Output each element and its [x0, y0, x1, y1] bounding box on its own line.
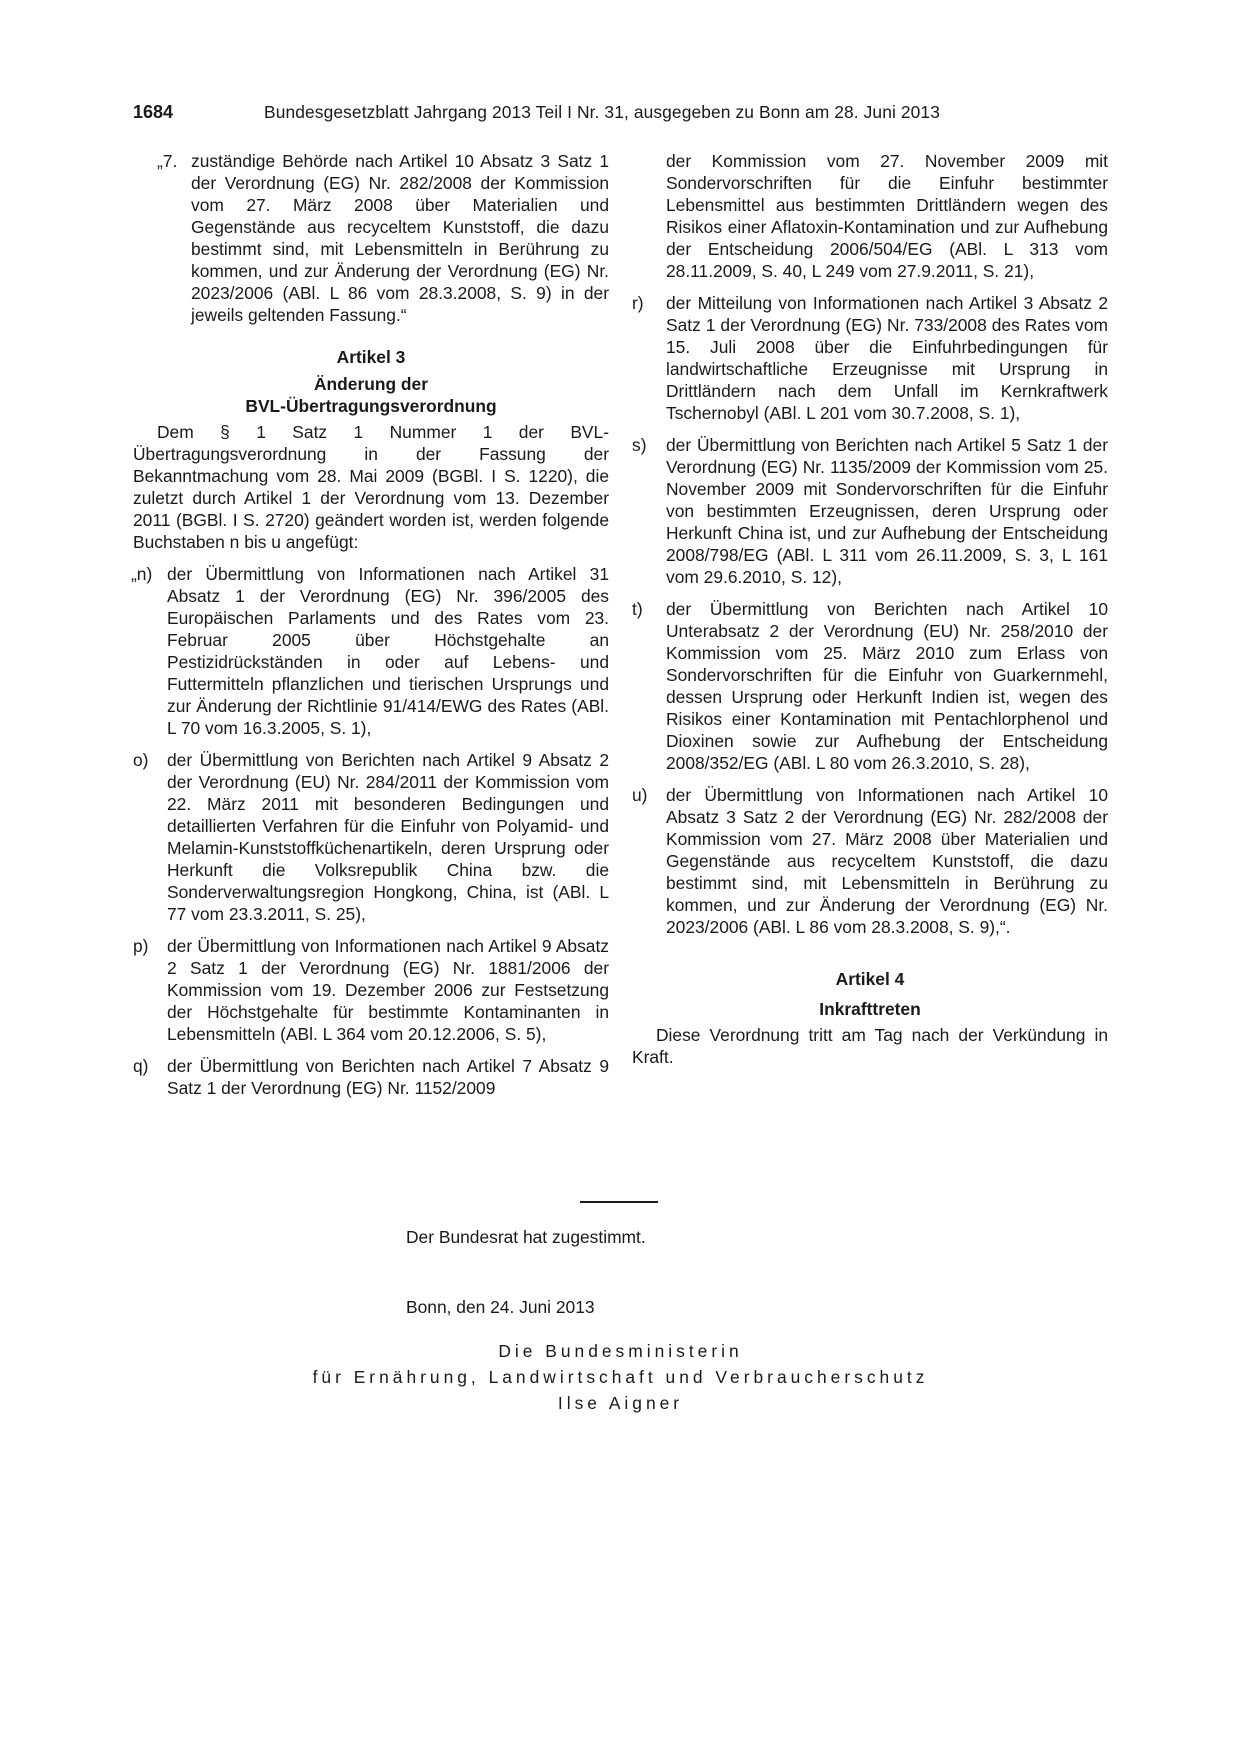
- item-label: o): [133, 750, 149, 770]
- item-text: der Mitteilung von Informationen nach Artikel 3 Absatz 2 Satz 1 der Verordnung (EG) Nr. 733/2008 des Rates vom 15. Juli 2008 über die Einfuhrbedingungen für landwirtschaftliche Erzeugnisse mit Ursprung in Drittländern nach dem Unfall im Kernkraftwerk Tschernobyl (ABl. L 201 vom 30.7.2008, S. 1),: [666, 293, 1108, 423]
- page-number: 1684: [133, 102, 174, 122]
- item-label: u): [632, 785, 648, 805]
- left-column: [133, 150, 609, 1109]
- item-q-continuation: der Kommission vom 27. November 2009 mit Sondervorschriften für die Einfuhr bestimmter Lebensmittel aus bestimmten Drittländern wegen des Risikos einer Aflatoxin-Kontamination und zur Aufhebung der Entscheidung 2006/504/EG (ABl. L 313 vom 28.11.2009, S. 40, L 249 vom 27.9.2011, S. 21),: [666, 151, 1108, 281]
- bundesrat-consent: Der Bundesrat hat zugestimmt.: [406, 1227, 646, 1247]
- item-text: der Übermittlung von Berichten nach Artikel 7 Absatz 9 Satz 1 der Verordnung (EG) Nr. 1152/2009: [167, 1056, 609, 1098]
- list-item-n: [133, 563, 609, 739]
- item-text: der Übermittlung von Informationen nach Artikel 10 Absatz 3 Satz 2 der Verordnung (EG) Nr. 282/2008 der Kommission vom 27. März 2008 über Materialien und Gegenstände aus recyceltem Kunststoff, die dazu bestimmt sind, mit Lebensmitteln in Berührung zu kommen, und zur Änderung der Verordnung (EG) Nr. 2023/2006 (ABl. L 86 vom 28.3.2008, S. 9),“.: [666, 785, 1108, 937]
- signature-name: Ilse Aigner: [557, 1393, 684, 1413]
- article-4-heading: Artikel 4: [835, 969, 905, 989]
- list-item-7: [133, 150, 609, 326]
- right-column: [632, 150, 1108, 1068]
- list-item-s: [632, 434, 1108, 588]
- item-text: der Übermittlung von Informationen nach Artikel 31 Absatz 1 der Verordnung (EG) Nr. 396/2005 des Europäischen Parlaments und des Rates vom 23. Februar 2005 über Höchstgehalte an Pestizidrückständen in oder auf Lebens- und Futtermitteln pflanzlichen und tierischen Ursprungs und zur Änderung der Richtlinie 91/414/EWG des Rates (ABl. L 70 vom 16.3.2005, S. 1),: [167, 564, 609, 738]
- signature-title: Die Bundesministerin: [498, 1341, 743, 1361]
- article-4-text: Diese Verordnung tritt am Tag nach der Verkündung in Kraft.: [632, 1025, 1108, 1067]
- item-text: der Übermittlung von Berichten nach Artikel 9 Absatz 2 der Verordnung (EU) Nr. 284/2011 der Kommission vom 22. März 2011 mit besonderen Bedingungen und detaillierten Verfahren für die Einfuhr von Polyamid- und Melamin-Kunststoffküchenartikeln, deren Ursprung oder Herkunft die Volksrepublik China bzw. die Sonderverwaltungsregion Hongkong, China, ist (ABl. L 77 vom 23.3.2011, S. 25),: [167, 750, 609, 924]
- item-label: s): [632, 435, 647, 455]
- list-item-p: [133, 935, 609, 1045]
- article-3-title-line2: BVL-Übertragungsverordnung: [245, 396, 497, 416]
- list-item-u: [632, 784, 1108, 938]
- article-3-intro: Dem § 1 Satz 1 Nummer 1 der BVL-Übertragungsverordnung in der Fassung der Bekanntmachung vom 28. Mai 2009 (BGBl. I S. 1220), die zuletzt durch Artikel 1 der Verordnung vom 13. Dezember 2011 (BGBl. I S. 2720) geändert worden ist, werden folgende Buchstaben n bis u angefügt:: [133, 422, 609, 552]
- item-text: der Übermittlung von Informationen nach Artikel 9 Absatz 2 Satz 1 der Verordnung (EG) Nr. 1881/2006 der Kommission vom 19. Dezember 2006 zur Festsetzung der Höchstgehalte für bestimmte Kontaminanten in Lebensmitteln (ABl. L 364 vom 20.12.2006, S. 5),: [167, 936, 609, 1044]
- item-label: „7.: [157, 151, 178, 171]
- article-3-heading: Artikel 3: [336, 347, 406, 367]
- item-label: t): [632, 599, 643, 619]
- item-text: zuständige Behörde nach Artikel 10 Absatz 3 Satz 1 der Verordnung (EG) Nr. 282/2008 der Kommission vom 27. März 2008 über Materialien und Gegenstände aus recyceltem Kunststoff, die dazu bestimmt sind, mit Lebensmitteln in Berührung zu kommen, und zur Änderung der Verordnung (EG) Nr. 2023/2006 (ABl. L 86 vom 28.3.2008, S. 9) in der jeweils geltenden Fassung.“: [191, 151, 609, 325]
- list-item-o: [133, 749, 609, 925]
- place-date: Bonn, den 24. Juni 2013: [406, 1297, 595, 1317]
- item-label: p): [133, 936, 149, 956]
- gazette-title: Bundesgesetzblatt Jahrgang 2013 Teil I Nr. 31, ausgegeben zu Bonn am 28. Juni 2013: [264, 102, 940, 122]
- item-label: „n): [131, 564, 153, 584]
- list-item-t: [632, 598, 1108, 774]
- item-text: der Übermittlung von Berichten nach Artikel 5 Satz 1 der Verordnung (EG) Nr. 1135/2009 der Kommission vom 25. November 2009 mit Sondervorschriften für die Einfuhr von bestimmten Erzeugnissen, deren Ursprung oder Herkunft China ist, und zur Aufhebung der Entscheidung 2008/798/EG (ABl. L 311 vom 26.11.2009, S. 3, L 161 vom 29.6.2010, S. 12),: [666, 435, 1108, 587]
- list-item-q: [133, 1055, 609, 1099]
- list-item-r: [632, 292, 1108, 424]
- signature-ministry: für Ernährung, Landwirtschaft und Verbraucherschutz: [312, 1367, 929, 1387]
- item-label: q): [133, 1056, 149, 1076]
- item-text: der Übermittlung von Berichten nach Artikel 10 Unterabsatz 2 der Verordnung (EU) Nr. 258/2010 der Kommission vom 25. März 2010 zum Erlass von Sondervorschriften für die Einfuhr von Guarkernmehl, dessen Ursprung oder Herkunft Indien ist, wegen des Risikos einer Kontamination mit Pentachlorphenol und Dioxinen sowie zur Aufhebung der Entscheidung 2008/352/EG (ABl. L 80 vom 26.3.2010, S. 28),: [666, 599, 1108, 773]
- article-4-title: Inkrafttreten: [819, 999, 921, 1019]
- item-label: r): [632, 293, 644, 313]
- article-3-title-line1: Änderung der: [313, 374, 428, 394]
- section-divider: [580, 1201, 658, 1203]
